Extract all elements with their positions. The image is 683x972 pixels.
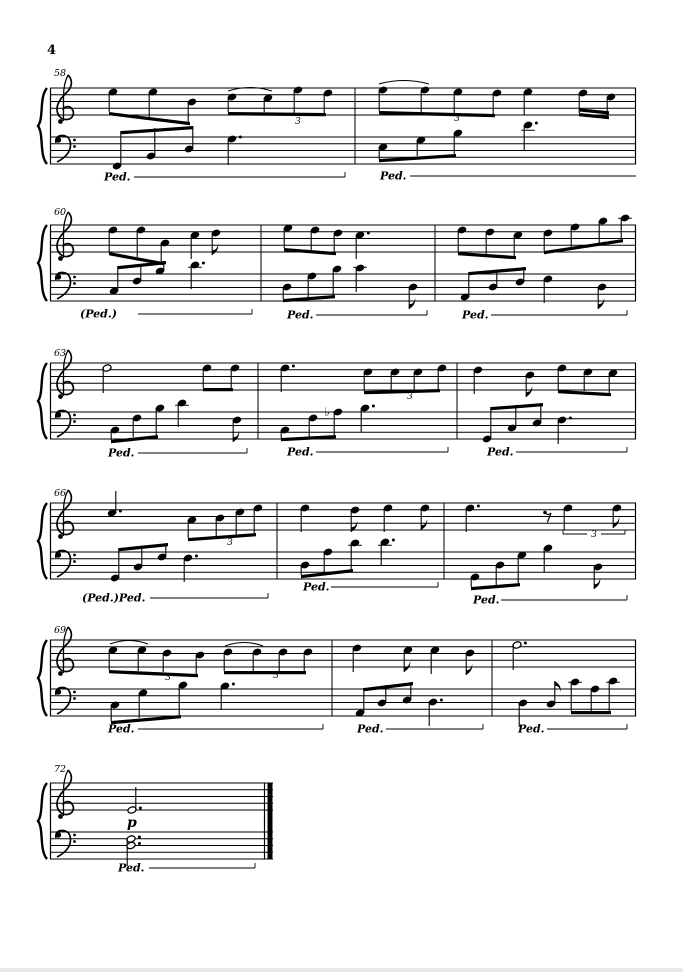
augmentation-dot [195,555,198,558]
system-60 [38,207,636,322]
pedal-marking [286,446,448,459]
pedal-label: Ped. [118,861,145,875]
pedal-marking [117,862,255,875]
slur [110,641,148,645]
treble-clef-icon [58,256,63,261]
augmentation-dot [535,122,538,125]
bass-staff [112,121,538,171]
beam [188,533,256,541]
pedal-marking [103,171,345,184]
eighth-rest-icon [543,511,547,515]
bass-clef-icon [73,697,76,700]
pedal-marking [486,446,627,459]
pedal-label: (Ped.) [80,307,117,321]
measure-number: 72 [54,764,67,775]
augmentation-dot [569,417,572,420]
bass-clef-icon [73,834,76,837]
tuplet-number: 3 [591,530,597,540]
brace-icon [38,503,47,579]
beam [109,670,198,677]
pedal-label: (Ped.)Ped. [82,591,146,605]
treble-clef-icon [58,671,63,676]
augmentation-dot [372,405,375,408]
treble-staff [108,214,632,266]
beam [284,248,336,255]
augmentation-dot [232,683,235,686]
bass-staff [110,677,620,727]
pedal-label: Ped. [357,722,384,736]
eighth-flag-icon [404,661,410,672]
bass-staff [110,538,603,591]
eighth-rest-icon [546,513,551,522]
pedal-label: Ped. [108,446,135,460]
tuplet-number: 3 [407,392,413,402]
augmentation-dot [202,262,205,265]
bass-clef-icon [73,139,76,142]
treble-staff [107,491,625,548]
beam [119,543,168,551]
tuplet-number: 3 [165,673,171,683]
tuplet-number: 3 [454,114,460,124]
brace-icon [38,783,47,859]
beam [471,583,520,590]
pedal-label: Ped. [108,722,135,736]
beam [224,671,306,674]
augmentation-dot [524,642,527,645]
augmentation-dot [440,699,443,702]
system-58 [38,68,636,184]
pedal-marking [80,308,252,321]
treble-clef-icon [58,119,63,124]
augmentation-dot [139,807,142,810]
pedal-label: Ped. [287,308,314,322]
beam [228,112,326,116]
bass-clef-icon [73,554,76,557]
beam [364,682,413,691]
augmentation-dot [367,232,370,235]
pedal-label: Ped. [518,722,545,736]
eighth-flag-icon [526,386,532,397]
pedal-marking [107,447,247,460]
dynamic-marking: p [127,815,137,831]
measure-number: 66 [54,488,67,499]
pedal-label: Ped. [462,308,489,322]
bass-clef-icon [73,691,76,694]
page-number: 4 [47,43,57,58]
treble-clef-icon [58,814,63,819]
pedal-marking [107,723,323,736]
augmentation-dot [239,136,242,139]
pedal-marking [286,309,427,322]
eighth-flag-icon [409,298,415,309]
bass-clef-icon [73,414,76,417]
treble-clef-icon [58,394,63,399]
augmentation-dot [292,365,295,368]
beam [121,126,193,134]
pedal-marking [517,723,627,736]
bass-clef-icon [73,840,76,843]
eighth-flag-icon [466,664,472,675]
brace-icon [38,88,47,164]
measure-number: 63 [54,348,67,359]
augmentation-dot [392,539,395,542]
pedal-label: Ped. [287,445,314,459]
bass-staff [110,399,572,444]
pedal-marking [461,309,627,322]
bass-clef-icon [73,420,76,423]
pedal-label: Ped. [303,580,330,594]
bass-staff [109,261,607,309]
pedal-marking [302,581,438,594]
system-66 [38,488,636,607]
augmentation-dot [138,836,141,839]
pedal-marking [472,594,627,607]
system-69 [38,625,636,736]
treble-clef-icon [64,770,69,816]
beam [458,252,516,259]
pedal-marking [379,170,636,183]
eighth-flag-icon [421,519,427,530]
augmentation-dot [119,510,122,513]
pedal-label: Ped. [487,445,514,459]
eighth-flag-icon [555,681,561,692]
eighth-flag-icon [594,578,600,589]
bass-clef-icon [73,560,76,563]
tuplet-number: 3 [273,671,279,681]
measure-number: 60 [54,207,67,218]
system-63 [38,348,636,460]
bass-clef-icon [73,145,76,148]
treble-clef-icon [58,534,63,539]
eighth-flag-icon [598,298,604,309]
pedal-label: Ped. [104,170,131,184]
pedal-label: Ped. [473,593,500,607]
brace-icon [38,640,47,716]
beam [203,388,233,391]
pedal-marking [82,592,268,605]
system-72 [38,764,273,875]
measure-number: 69 [54,625,67,636]
measure-number: 58 [54,68,67,79]
augmentation-dot [477,505,480,508]
beam [491,403,543,410]
beam [571,711,611,714]
brace-icon [38,225,47,301]
bass-clef-icon [73,282,76,285]
pedal-marking [356,723,483,736]
brace-icon [38,363,47,439]
tuplet-number: 3 [227,538,233,548]
slur [225,643,263,647]
augmentation-dot [138,842,141,845]
beam [301,569,353,578]
treble-clef-icon [64,75,69,121]
bass-clef-icon [73,276,76,279]
treble-clef-icon [64,212,69,258]
beam [281,435,336,441]
flat-accidental-icon: ♭ [324,405,330,419]
treble-staff [108,81,616,128]
pedal-label: Ped. [380,169,407,183]
final-barline [268,783,273,859]
tuplet-number: 3 [295,117,301,127]
slur [379,81,429,85]
beam [379,111,495,117]
eighth-flag-icon [613,517,619,528]
